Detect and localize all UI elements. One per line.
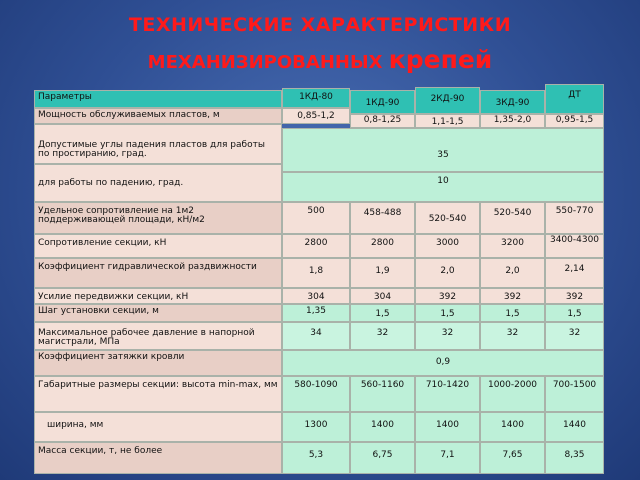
row-hydraulic-1kd80: 1,8	[282, 258, 350, 288]
row-dims-width-2kd90: 1400	[415, 412, 480, 442]
row-mass-label: Масса секции, т, не более	[34, 442, 282, 474]
row-step-3kd90: 1,5	[480, 304, 545, 322]
row-pressure-1kd80: 34	[282, 322, 350, 350]
row-step-1kd80: 1,35	[282, 304, 350, 322]
row-hydraulic-3kd90: 2,0	[480, 258, 545, 288]
specifications-table	[34, 84, 604, 474]
title-word-supports: крепей	[388, 45, 493, 74]
row-force-label: Усилие передвижки секции, кН	[34, 288, 282, 304]
row-power-1kd80: 0,85-1,2	[282, 108, 350, 124]
row-dims-width-label: ширина, мм	[34, 412, 282, 442]
slide-title-line-1: ТЕХНИЧЕСКИЕ ХАРАКТЕРИСТИКИ	[128, 14, 512, 36]
row-mass-3kd90: 7,65	[480, 442, 545, 474]
header-3kd90: 3КД-90	[480, 90, 545, 114]
row-power-1kd90: 0,8-1,25	[350, 114, 415, 128]
row-resist-specific-label: Удельное сопротивление на 1м2 поддерживающей площади, кН/м2	[34, 202, 282, 234]
row-mass-1kd80: 5,3	[282, 442, 350, 474]
row-pressure-2kd90: 32	[415, 322, 480, 350]
row-pressure-1kd90: 32	[350, 322, 415, 350]
header-dt: ДТ	[545, 84, 604, 114]
row-pressure-label: Максимальное рабочее давление в напорной магистрали, МПа	[34, 322, 282, 350]
row-resist-section-dt: 3400-4300	[545, 234, 604, 258]
row-resist-section-1kd90: 2800	[350, 234, 415, 258]
row-resist-section-1kd80: 2800	[282, 234, 350, 258]
row-pressure-dt: 32	[545, 322, 604, 350]
title-word-mechanized: МЕХАНИЗИРОВАННЫХ	[147, 52, 389, 73]
row-power-2kd90: 1,1-1,5	[415, 114, 480, 128]
row-step-2kd90: 1,5	[415, 304, 480, 322]
row-force-3kd90: 392	[480, 288, 545, 304]
row-angle-strike-value: 35	[282, 128, 604, 172]
row-resist-section-3kd90: 3200	[480, 234, 545, 258]
row-resist-specific-3kd90: 520-540	[480, 202, 545, 234]
header-2kd90: 2КД-90	[415, 87, 480, 114]
row-force-1kd80: 304	[282, 288, 350, 304]
row-dims-height-1kd90: 560-1160	[350, 376, 415, 412]
row-dims-height-1kd80: 580-1090	[282, 376, 350, 412]
row-dims-height-2kd90: 710-1420	[415, 376, 480, 412]
row-angle-dip-value: 10	[282, 172, 604, 202]
row-resist-specific-1kd90: 458-488	[350, 202, 415, 234]
row-hydraulic-label: Коэффициент гидравлической раздвижности	[34, 258, 282, 288]
row-hydraulic-2kd90: 2,0	[415, 258, 480, 288]
row-roof-value: 0,9	[282, 350, 604, 376]
row-dims-height-3kd90: 1000-2000	[480, 376, 545, 412]
row-step-dt: 1,5	[545, 304, 604, 322]
row-resist-specific-dt: 550-770	[545, 202, 604, 234]
row-force-2kd90: 392	[415, 288, 480, 304]
header-1kd90: 1КД-90	[350, 90, 415, 114]
row-hydraulic-1kd90: 1,9	[350, 258, 415, 288]
row-mass-2kd90: 7,1	[415, 442, 480, 474]
row-dims-width-dt: 1440	[545, 412, 604, 442]
row-force-1kd90: 304	[350, 288, 415, 304]
row-hydraulic-dt: 2,14	[545, 258, 604, 288]
row-force-dt: 392	[545, 288, 604, 304]
row-step-label: Шаг установки секции, м	[34, 304, 282, 322]
row-dims-width-1kd80: 1300	[282, 412, 350, 442]
row-resist-section-2kd90: 3000	[415, 234, 480, 258]
header-parameters: Параметры	[34, 90, 282, 108]
row-resist-section-label: Сопротивление секции, кН	[34, 234, 282, 258]
header-1kd80: 1КД-80	[282, 88, 350, 108]
row-angle-strike-label: Допустимые углы падения пластов для работы по простиранию, град.	[34, 124, 282, 164]
row-roof-label: Коэффициент затяжки кровли	[34, 350, 282, 376]
row-power-dt: 0,95-1,5	[545, 114, 604, 128]
row-power-3kd90: 1,35-2,0	[480, 114, 545, 128]
row-step-1kd90: 1,5	[350, 304, 415, 322]
slide-title-line-2	[0, 45, 640, 74]
row-resist-specific-2kd90: 520-540	[415, 202, 480, 234]
row-angle-dip-label: для работы по падению, град.	[34, 164, 282, 202]
row-dims-height-dt: 700-1500	[545, 376, 604, 412]
row-pressure-3kd90: 32	[480, 322, 545, 350]
row-resist-specific-1kd80: 500	[282, 202, 350, 234]
row-mass-dt: 8,35	[545, 442, 604, 474]
row-power-label: Мощность обслуживаемых пластов, м	[34, 108, 282, 124]
row-dims-width-1kd90: 1400	[350, 412, 415, 442]
row-mass-1kd90: 6,75	[350, 442, 415, 474]
row-dims-width-3kd90: 1400	[480, 412, 545, 442]
row-dims-height-label: Габаритные размеры секции: высота min-max, мм	[34, 376, 282, 412]
